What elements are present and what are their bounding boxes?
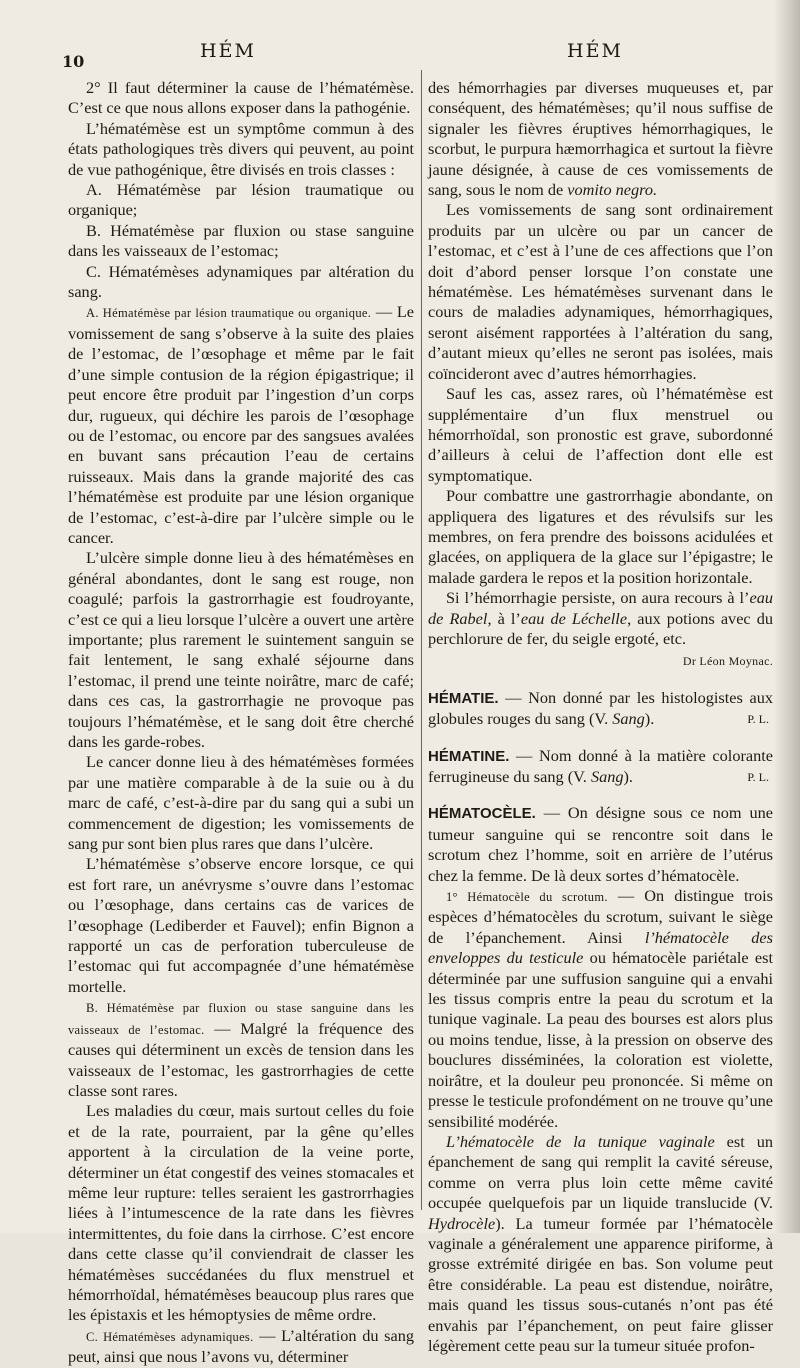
text-run: — On désigne sous ce nom une tumeur sanguine qui se rencontre soit dans le scrotum chez l’homme, soit en arrière de l’utérus chez la femme. De là deux sortes d’hématocèle. <box>428 803 773 885</box>
class-list-item: A. Hématémèse par lésion traumatique ou organique; <box>68 180 414 220</box>
text-run: des hémorrhagies par diverses muqueuses et, par conséquent, des hématémèses; qu’il nous suffise de signaler les fièvres éruptives hémorrhagiques, le scorbut, le purpura hæmorrhagica et surtout la fièvre jaune désignée, à cause de ces vomissements de sang, sous le nom de <box>428 78 773 200</box>
section-text: — Malgré la fréquence des causes qui déterminent un excès de tension dans les vaisseaux de l’estomac, les gastrorrhagies de cette classe sont rares. <box>68 1018 414 1100</box>
section-heading: 1° Hématocèle du scrotum. <box>446 890 608 905</box>
section-heading: C. Hématémèses adynamiques. <box>86 1329 254 1344</box>
paragraph: 2° Il faut déterminer la cause de l’hématémèse. C’est ce que nous allons exposer dans la pathogénie. <box>68 78 414 118</box>
entry-headword: HÉMATOCÈLE. <box>428 805 536 823</box>
text-run: est un épanchement de sang qui remplit la cavité séreuse, comme on verra plus loin cette même cavité occupée quelquefois par un liquide translucide (V. <box>428 1131 773 1213</box>
paragraph <box>428 78 773 200</box>
text-run: ). <box>644 709 655 729</box>
text-run: — Nom donné à la matière colorante ferrugineuse du sang (V. <box>428 745 773 786</box>
section-heading: B. Hématémèse par fluxion ou stase sanguine dans les vaisseaux de l’estomac. <box>68 1001 414 1037</box>
column-divider <box>421 70 422 1210</box>
page-number: 10 <box>62 52 85 71</box>
text-run: ou hématocèle pariétale est déterminée par une suffusion sanguine qui a envahi les tissus compris entre la peau du scrotum et la tunique vaginale. La peau des bourses est alors plus ou moins tendue, lisse, à la pression on observe des bouclures disséminées, la coloration est violette, noirâtre, et la douleur peu prononcée. Si même on presse le testicule profondément on ne trouve qu’une sensibilité modérée. <box>428 948 774 1131</box>
paragraph <box>428 588 773 649</box>
running-head-left: HÉM <box>200 40 256 62</box>
paragraph: Pour combattre une gastrorrhagie abondante, on appliquera des ligatures et des révulsifs sur les membres, on fera prendre des boissons acidulées et glacées, on appliquera de la glace sur l’épigastre; le malade gardera le repos et la position horizontale. <box>428 486 773 587</box>
author-signature: Dr Léon Moynac. <box>682 654 773 669</box>
cross-reference: Hydrocèle <box>428 1213 496 1233</box>
section-text: — Le vomissement de sang s’observe à la suite des plaies de l’estomac, de l’œsophage et même par le fait d’une simple contusion de la région épigastrique; il peut encore être produit par l’ingestion d’un corps dur, rugueux, qui déchire les parois de l’œsophage ou de l’estomac, ou encore par des sangsues avalées en buvant sans précaution l’eau de certains ruisseaux. Mais dans la grande majorité des cas l’hématémèse est produite par une lésion organique de l’estomac, c’est-à-dire par l’ulcère simple ou le cancer. <box>68 302 414 547</box>
page-edge-shadow <box>774 0 800 1233</box>
entry-hematine <box>428 746 773 788</box>
italic-term: l’hématocèle des enveloppes du testicule <box>428 927 773 968</box>
text-run: — On distingue trois espèces d’hématocèles du scrotum, suivant le siège de l’épanchement. Ainsi <box>428 886 773 947</box>
text-run: ). <box>623 767 633 786</box>
left-column <box>68 78 414 1368</box>
italic-term: vomito negro. <box>567 180 658 200</box>
italic-term: eau de Rabel <box>428 588 773 628</box>
entry-hematocele <box>428 803 773 886</box>
author-initials: P. L. <box>747 712 769 727</box>
class-list-item: C. Hématémèses adynamiques par altération du sang. <box>68 261 414 302</box>
text-run: , aux potions avec du perchlorure de fer, du seigle ergoté, etc. <box>428 608 774 648</box>
text-run: Si l’hémorrhagie persiste, on aura recours à l’ <box>446 588 750 608</box>
section-text: — L’altération du sang peut, ainsi que nous l’avons vu, déterminer <box>68 1325 414 1367</box>
paragraph: L’hématémèse s’observe encore lorsque, ce qui est fort rare, un anévrysme s’ouvre dans l’estomac ou l’œsophage, dans certains cas de varices de l’œsophage (Lediberder et Fauvel); enfin Bignon a rapporté un cas de perforation tuberculeuse de l’estomac qui fut accompagnée d’une hématémèse mortelle. <box>68 854 414 996</box>
paragraph: L’ulcère simple donne lieu à des hématémèses en général abondantes, dont le sang est rouge, non coagulé; parfois la gastrorrhagie est foudroyante, c’est ce qui a lieu lorsque l’ulcère a ouvert une artère importante; plus rarement le suintement sanguin se fait lentement, le sang exhalé séjourne dans l’estomac, il prend une teinte noirâtre, marc de café; dans ces cas, la gastrorrhagie ne provoque pas toujours l’hématémèse, et le sang doit être cherché dans les garde-robes. <box>68 548 414 751</box>
paragraph: Les maladies du cœur, mais surtout celles du foie et de la rate, pourraient, par la gêne qu’elles apportent à la circulation de la veine porte, déterminer un état congestif des veines stomacales et même leur rupture: telles seraient les gastrorrhagies liées à l’intumescence de la rate dans les fièvres intermittentes, du foie dans la cirrhose. C’est encore dans cette classe qu’il conviendrait de classer les hématémèses succédanées du flux menstruel et hémorrhoïdal, hématémèses beaucoup plus rares que les épistaxis et les hémoptysies de même ordre. <box>68 1101 414 1325</box>
italic-term: eau de Léchelle <box>520 608 628 628</box>
text-run: — Non donné par les histologistes aux globules rouges du sang (V. <box>428 687 773 729</box>
text-run: ). La tumeur formée par l’hématocèle vaginale a généralement une apparence piriforme, à grosse extrémité dirigée en bas. Son volume peut être considérable. La peau est distendue, noirâtre, mais quand les tissus sous-cutanés n’ont pas été envahis par l’épanchement, on peut faire glisser légèrement cette peau sur la tumeur située profon- <box>428 1213 773 1355</box>
paragraph: Les vomissements de sang sont ordinairement produits par un ulcère ou par un cancer de l’estomac, et c’est à l’une de ces affections que l’on doit d’abord penser lorsque l’on constate une hématémèse. Les hématémèses survenant dans le cours de maladies adynamiques, hémorrhagiques, seront aisément rapportées à l’altération du sang, d’autant mieux qu’elles ne seront pas isolées, mais coïncideront avec d’autres hémorrhagies. <box>428 200 773 383</box>
right-column <box>428 78 773 1356</box>
paragraph: Le cancer donne lieu à des hématémèses formées par une matière comparable à de la suie ou à du marc de café, c’est-à-dire par du sang qui a subi un commencement de digestion; les vomissements de sang pur sont bien plus rares que dans l’ulcère. <box>68 752 414 854</box>
italic-term: L’hématocèle de la tunique vaginale <box>446 1131 715 1151</box>
entry-headword: HÉMATINE. <box>428 747 510 765</box>
section-a <box>68 302 414 548</box>
running-head-right: HÉM <box>567 40 623 62</box>
class-list-item: B. Hématémèse par fluxion ou stase sanguine dans les vaisseaux de l’estomac; <box>68 220 414 261</box>
paragraph: Sauf les cas, assez rares, où l’hématémèse est supplémentaire d’un flux menstruel ou hémorrhoïdal, son pronostic est grave, subordonné d’ailleurs à celui de l’affection dont elle est symptomatique. <box>428 384 773 485</box>
author-initials: P. L. <box>747 770 769 784</box>
section-scrotum <box>428 886 773 1132</box>
paragraph <box>428 1132 773 1356</box>
section-heading: A. Hématémèse par lésion traumatique ou organique. <box>86 306 372 321</box>
entry-hematie <box>428 688 773 730</box>
section-c <box>68 1326 414 1368</box>
entry-headword: HÉMATIE. <box>428 689 499 707</box>
cross-reference: Sang <box>612 709 645 729</box>
paragraph: L’hématémèse est un symptôme commun à des états pathologiques très divers qui peuvent, au point de vue pathogénique, être divisés en trois classes : <box>68 118 414 179</box>
section-b <box>68 997 414 1101</box>
text-run: , à l’ <box>487 608 521 628</box>
cross-reference: Sang <box>590 767 624 786</box>
